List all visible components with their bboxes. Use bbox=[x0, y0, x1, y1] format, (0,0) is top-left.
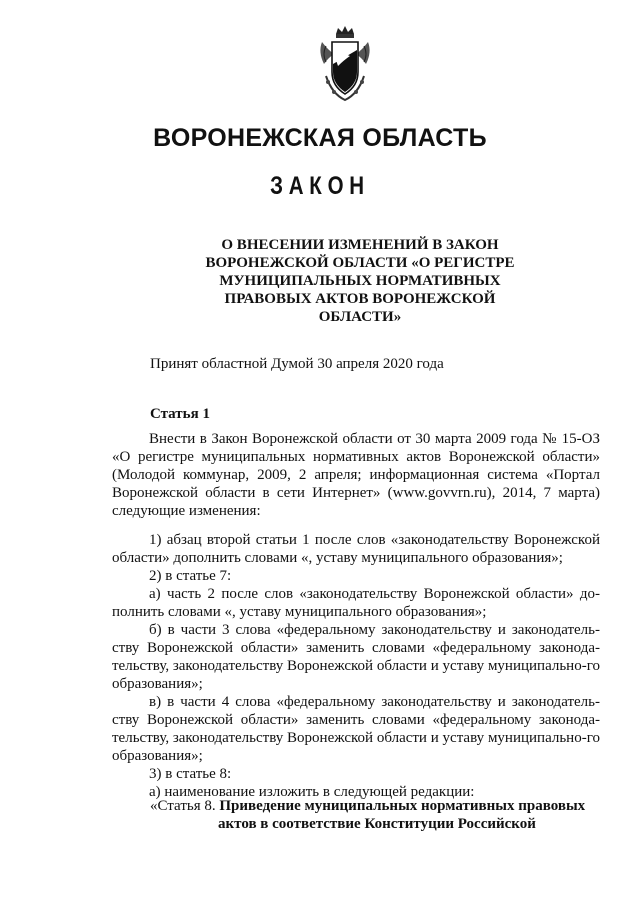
list-item: а) наименование изложить в следующей редакции: bbox=[149, 784, 475, 800]
article-heading: Статья 1 bbox=[150, 406, 210, 422]
adoption-date: Принят областной Думой 30 апреля 2020 года bbox=[150, 356, 444, 372]
list-item: 2) в статье 7: bbox=[149, 568, 232, 584]
quote-title-line-1: Приведение муниципальных нормативных правовых bbox=[219, 798, 586, 814]
region-title: ВОРОНЕЖСКАЯ ОБЛАСТЬ bbox=[153, 124, 487, 152]
list-item: а) часть 2 после слов «законодательству Воронежской области» до-полнить словами «, уставу муниципального образования»; bbox=[112, 586, 600, 620]
law-title-line: МУНИЦИПАЛЬНЫХ НОРМАТИВНЫХ bbox=[219, 273, 501, 289]
list-item: б) в части 3 слова «федеральному законодательству и законодатель-ству Воронежской области» заменить словами «федеральному законода-тельству, законодательству Воронежской области и уставу муниципально-го образования»; bbox=[112, 622, 600, 692]
intro-block bbox=[112, 430, 600, 520]
quoted-heading-line-1 bbox=[150, 797, 600, 815]
law-title-line: ВОРОНЕЖСКОЙ ОБЛАСТИ «О РЕГИСТРЕ bbox=[205, 255, 515, 271]
law-word: ЗАКОН bbox=[270, 172, 370, 200]
quote-title-line-2: актов в соответствие Конституции Российской bbox=[218, 816, 536, 832]
list-item: 3) в статье 8: bbox=[149, 766, 232, 782]
law-title-line: ПРАВОВЫХ АКТОВ ВОРОНЕЖСКОЙ bbox=[224, 291, 496, 307]
intro-paragraph: Внести в Закон Воронежской области от 30 марта 2009 года № 15-ОЗ «О регистре муниципальных нормативных актов Воронежской области» (Молодой коммунар, 2009, 2 апреля; информационная система «Портал Воронежской области в сети Интернет» (www.govvrn.ru), 2014, 7 марта) следующие изменения: bbox=[112, 431, 600, 519]
list-item: 1) абзац второй статьи 1 после слов «законодательству Воронежской области» дополнить словами «, уставу муниципального образования»; bbox=[112, 532, 600, 566]
law-title bbox=[180, 236, 540, 326]
quoted-article-heading bbox=[150, 797, 600, 833]
quote-prefix: «Статья 8. bbox=[150, 798, 220, 814]
law-title-line: О ВНЕСЕНИИ ИЗМЕНЕНИЙ В ЗАКОН bbox=[221, 237, 499, 253]
coat-of-arms-icon bbox=[314, 24, 376, 106]
law-title-line: ОБЛАСТИ» bbox=[318, 309, 402, 325]
list-item: в) в части 4 слова «федеральному законодательству и законодатель-ству Воронежской области» заменить словами «федеральному законода-тельству, законодательству Воронежской области и уставу муниципально-го образования»; bbox=[112, 694, 600, 764]
amendments-list bbox=[112, 531, 600, 801]
